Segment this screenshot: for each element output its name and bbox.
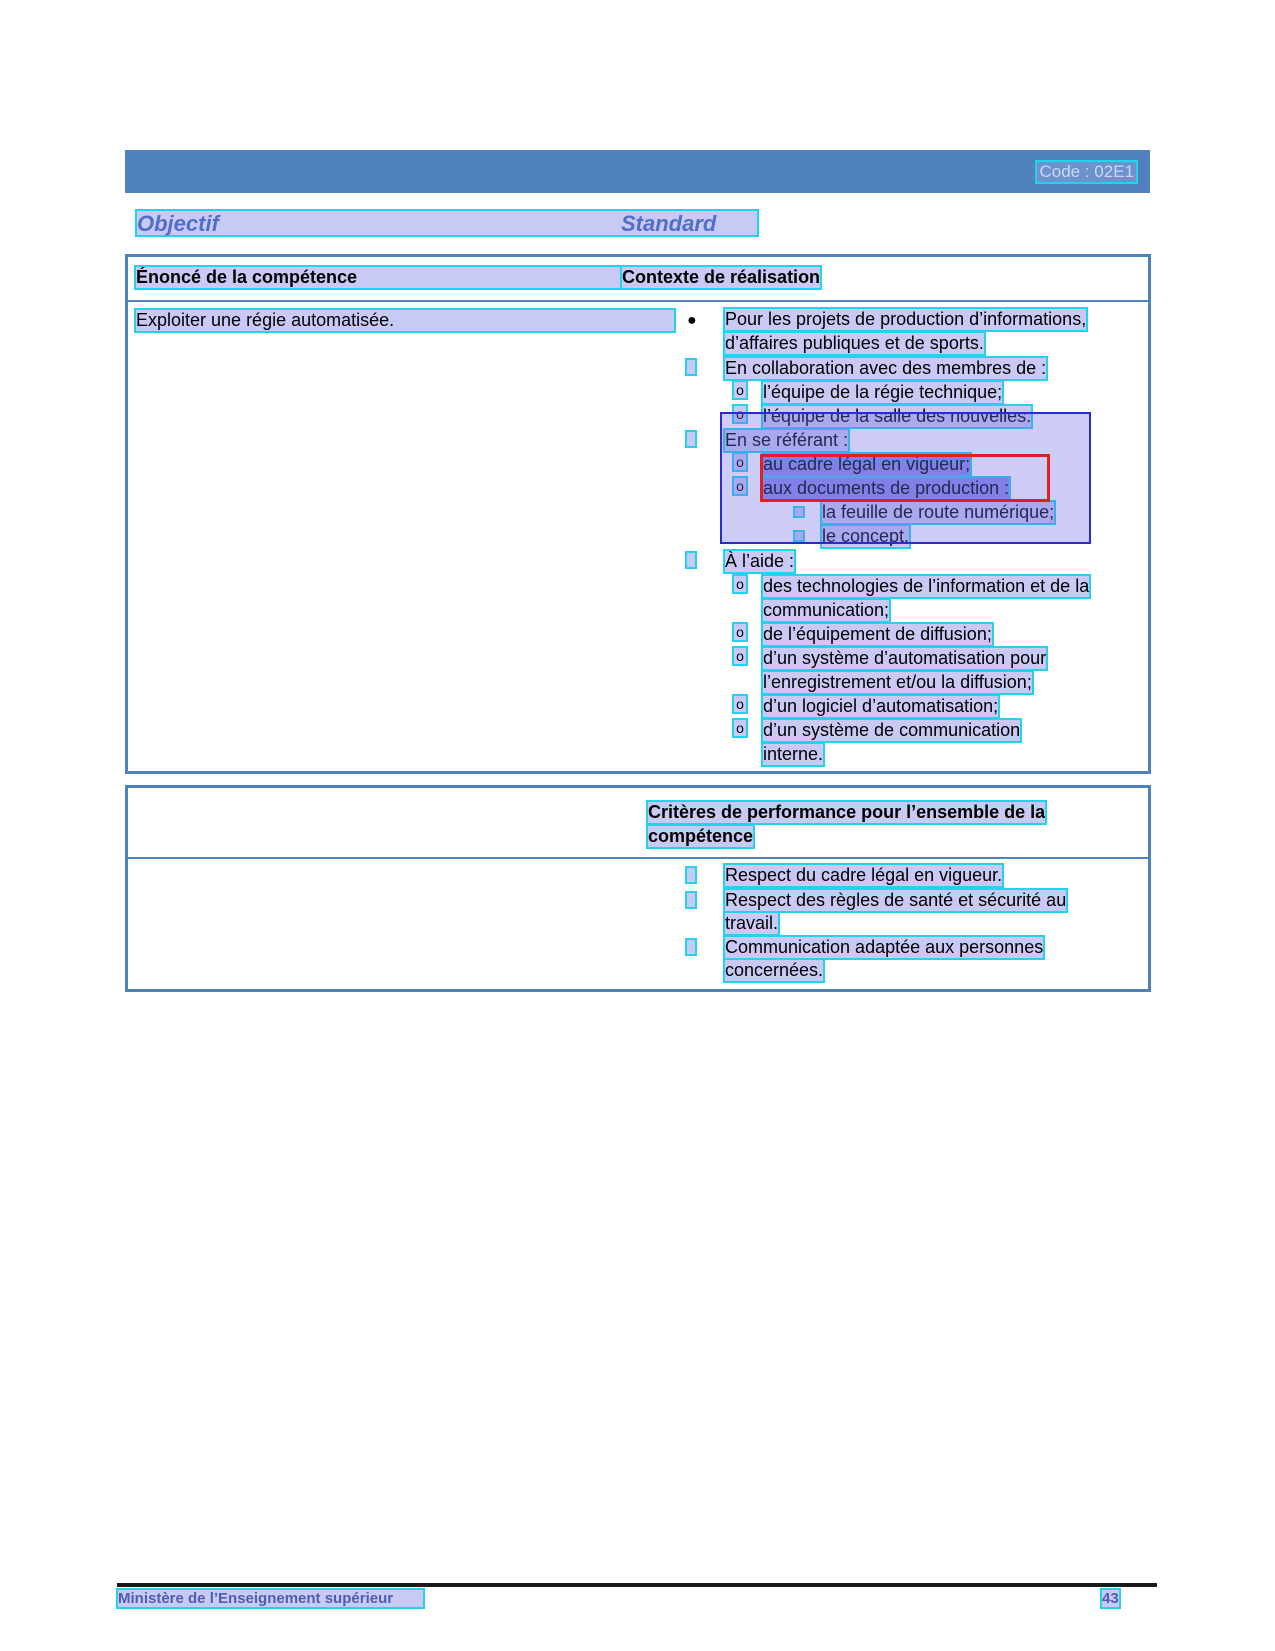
criteria-header-line2: compétence bbox=[648, 826, 754, 846]
enonce-text: Exploiter une régie automatisée. bbox=[136, 310, 674, 331]
sub-bullet: o bbox=[734, 624, 746, 640]
context-line: l’équipe de la régie technique; bbox=[763, 382, 1003, 402]
footer-ministry: Ministère de l’Enseignement supérieur bbox=[118, 1590, 423, 1607]
sub-bullet: o bbox=[734, 720, 746, 736]
sub-bullet: o bbox=[734, 576, 746, 592]
standard-heading: Standard bbox=[621, 211, 717, 236]
sub-bullet: o bbox=[734, 696, 746, 712]
sub-bullet: o bbox=[734, 382, 746, 398]
context-line: En collaboration avec des membres de : bbox=[725, 358, 1047, 378]
red-annotation-box bbox=[760, 454, 1050, 502]
criteria-separator bbox=[128, 857, 1148, 859]
context-line: À l’aide : bbox=[725, 551, 795, 571]
sub-bullet: o bbox=[734, 478, 746, 494]
bullet bbox=[687, 553, 695, 567]
bullet bbox=[687, 940, 695, 954]
context-line: d’affaires publiques et de sports. bbox=[725, 333, 984, 353]
enonce-header: Énoncé de la compétence bbox=[136, 267, 633, 288]
context-line: d’un système de communication bbox=[763, 720, 1021, 740]
criteria-line: Respect des règles de santé et sécurité au bbox=[725, 890, 1067, 910]
sub-bullet: o bbox=[734, 406, 746, 422]
criteria-table bbox=[125, 785, 1151, 992]
context-line: interne. bbox=[763, 744, 824, 764]
objective-standard-row bbox=[137, 211, 757, 235]
context-line: aux documents de production : bbox=[763, 478, 1010, 498]
context-line: la feuille de route numérique; bbox=[822, 502, 1055, 522]
footer-rule bbox=[117, 1583, 1157, 1587]
context-line: d’un logiciel d’automatisation; bbox=[763, 696, 999, 716]
context-line: l’équipe de la salle des nouvelles. bbox=[763, 406, 1032, 426]
bullet bbox=[687, 893, 695, 907]
context-line: l’enregistrement et/ou la diffusion; bbox=[763, 672, 1032, 692]
sub-bullet: o bbox=[734, 648, 746, 664]
page-number: 43 bbox=[1102, 1590, 1119, 1607]
context-line: des technologies de l’information et de la bbox=[763, 576, 1090, 596]
objectif-heading: Objectif bbox=[137, 211, 219, 236]
criteria-line: Communication adaptée aux personnes bbox=[725, 937, 1044, 957]
criteria-line: concernées. bbox=[725, 960, 824, 980]
context-line: de l’équipement de diffusion; bbox=[763, 624, 992, 644]
sub-bullet: o bbox=[734, 454, 746, 470]
context-line: Pour les projets de production d’informations, bbox=[725, 309, 1087, 329]
context-line: d’un système d’automatisation pour bbox=[763, 648, 1047, 668]
criteria-header-line1: Critères de performance pour l’ensemble de la bbox=[648, 802, 1046, 822]
context-line: au cadre légal en vigueur; bbox=[763, 454, 971, 474]
bullet bbox=[687, 868, 695, 882]
header-separator bbox=[128, 300, 1148, 302]
contexte-header: Contexte de réalisation bbox=[622, 267, 821, 287]
criteria-line: travail. bbox=[725, 913, 779, 933]
bullet: ● bbox=[687, 312, 697, 329]
context-line: le concept. bbox=[822, 526, 910, 546]
context-line: En se référant : bbox=[725, 430, 849, 450]
bullet bbox=[687, 432, 695, 446]
course-code: Code : 02E1 bbox=[1039, 162, 1134, 181]
bullet bbox=[687, 360, 695, 374]
criteria-line: Respect du cadre légal en vigueur. bbox=[725, 865, 1003, 885]
code-header-bar bbox=[125, 150, 1150, 193]
context-line: communication; bbox=[763, 600, 890, 620]
